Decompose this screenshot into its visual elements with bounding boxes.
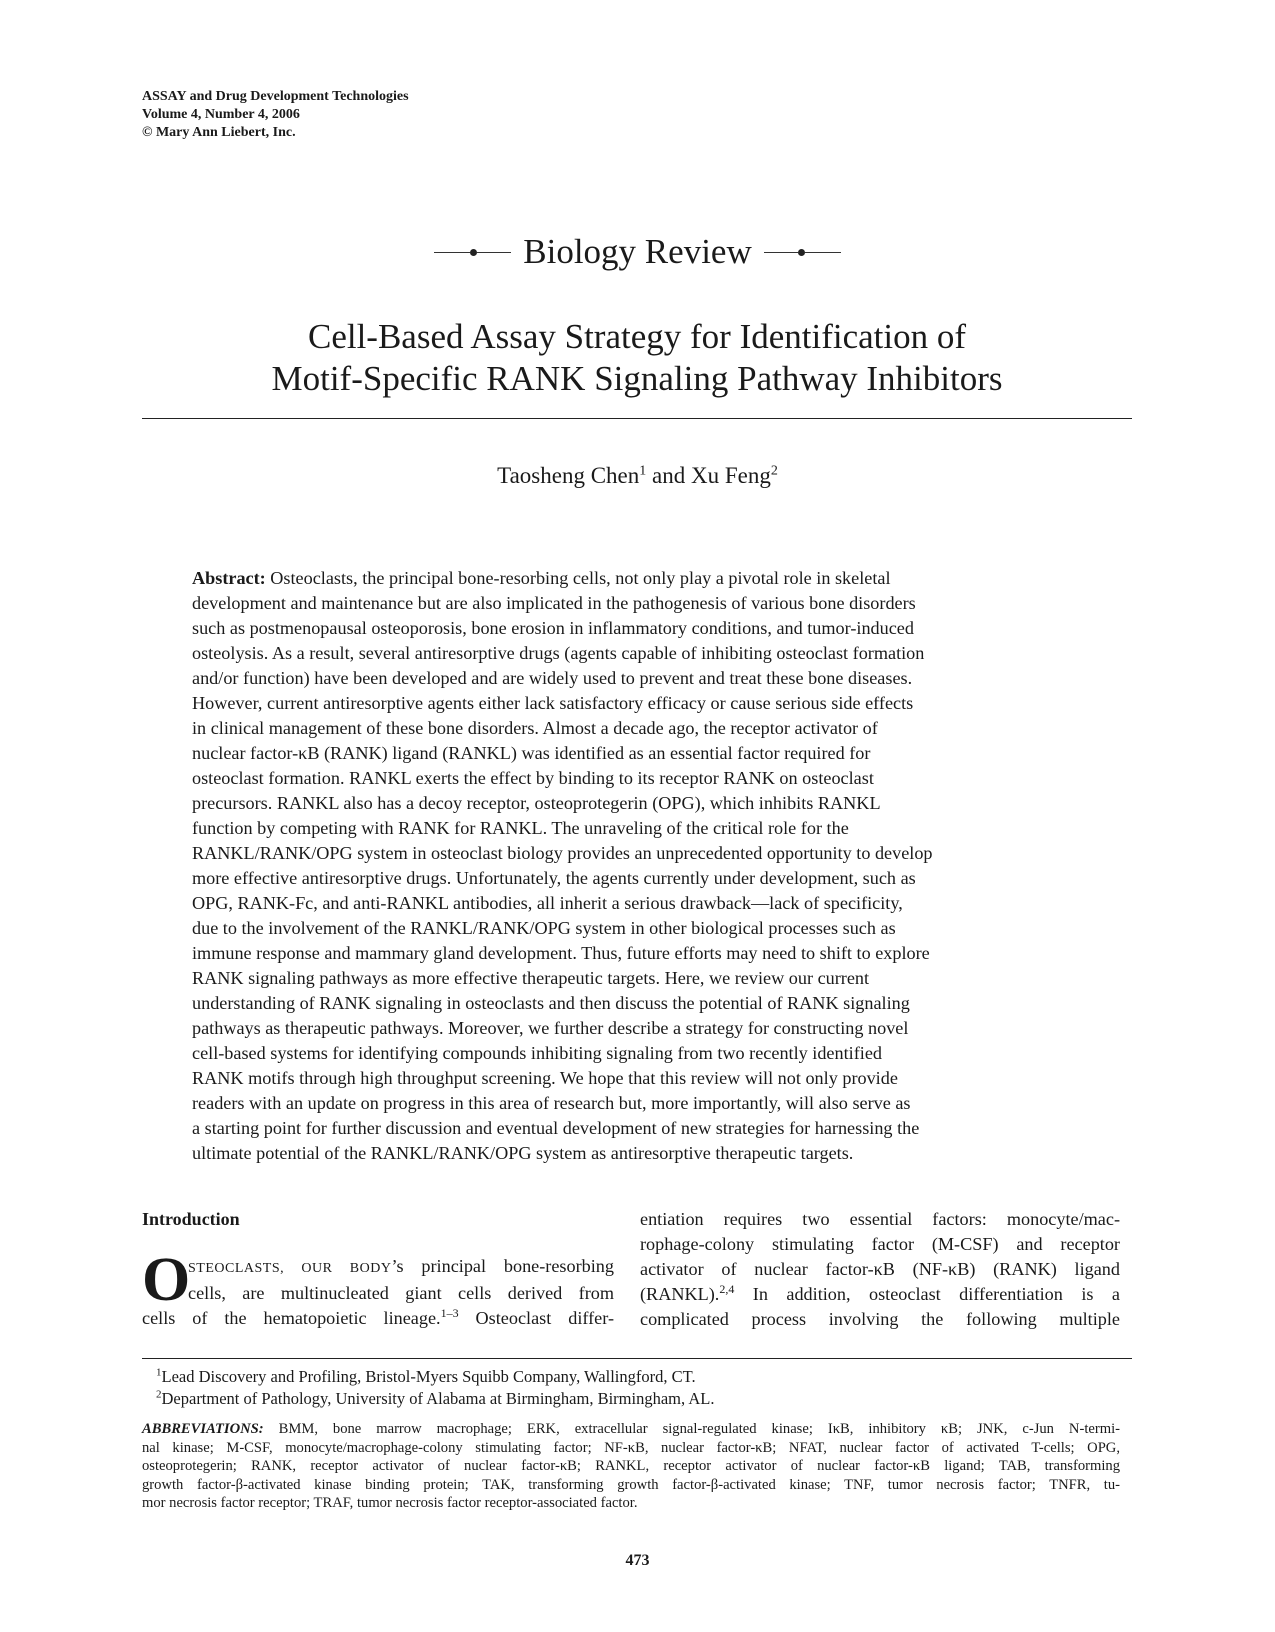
- body-line: [640, 1282, 1120, 1307]
- abstract: [192, 566, 1082, 1166]
- title-line: Motif-Specific RANK Signaling Pathway Inhibitors: [271, 359, 1003, 398]
- abstract-line: Osteoclasts, the principal bone-resorbing cells, not only play a pivotal role in skeletal: [265, 568, 891, 588]
- affiliation-item: [156, 1388, 714, 1410]
- abstract-line: and/or function) have been developed and are widely used to prevent and treat these bone diseases.: [192, 668, 913, 688]
- abbreviations: [142, 1420, 1120, 1513]
- body-line: [142, 1254, 614, 1281]
- abstract-line: However, current antiresorptive agents either lack satisfactory efficacy or cause serious side effects: [192, 693, 914, 713]
- abstract-line: nuclear factor-κB (RANK) ligand (RANKL) was identified as an essential factor required for: [192, 743, 871, 763]
- body-line: cells, are multinucleated giant cells derived from: [188, 1283, 614, 1303]
- author-affiliation-mark: 2: [770, 463, 778, 479]
- article-title: [142, 316, 1132, 400]
- title-divider: [142, 418, 1132, 419]
- title-line: Cell-Based Assay Strategy for Identification of: [307, 317, 967, 356]
- body-column-right: [640, 1207, 1120, 1332]
- affiliation-text: Lead Discovery and Profiling, Bristol-Myers Squibb Company, Wallingford, CT.: [161, 1367, 696, 1386]
- small-caps-lead: STEOCLASTS, OUR BODY: [188, 1261, 392, 1276]
- abstract-line: in clinical management of these bone disorders. Almost a decade ago, the receptor activator of: [192, 718, 878, 738]
- author-name: Xu Feng: [690, 463, 771, 488]
- abstract-line: osteoclast formation. RANKL exerts the effect by binding to its receptor RANK on osteoclast: [192, 768, 874, 788]
- body-text: Osteoclast differ-: [458, 1308, 615, 1328]
- abbrev-line: [142, 1420, 1120, 1439]
- body-text: ’s principal bone-resorbing: [391, 1256, 614, 1276]
- abbrev-line: nal kinase; M-CSF, monocyte/macrophage-colony stimulating factor; NF-κB, nuclear factor-κB; NFAT, nuclear factor of activated T-cells; OPG,: [142, 1439, 1120, 1456]
- body-line: complicated process involving the following multiple: [640, 1309, 1120, 1329]
- page-number: 473: [625, 1552, 650, 1569]
- abstract-line: development and maintenance but are also implicated in the pathogenesis of various bone disorders: [192, 593, 916, 613]
- affiliation-mark: 1: [156, 1366, 162, 1379]
- right-ornament: [764, 249, 841, 256]
- section-banner: [0, 232, 1275, 272]
- body-text: (RANKL).: [640, 1284, 720, 1304]
- abstract-line: osteolysis. As a result, several antiresorptive drugs (agents capable of inhibiting osteoclast formation: [192, 643, 925, 663]
- body-line: activator of nuclear factor-κB (NF-κB) (RANK) ligand: [640, 1259, 1120, 1279]
- body-line: [142, 1306, 614, 1331]
- body-line: rophage-colony stimulating factor (M-CSF) and receptor: [640, 1234, 1120, 1254]
- footnote-divider: [142, 1358, 1132, 1359]
- abstract-line: ultimate potential of the RANKL/RANK/OPG system as antiresorptive therapeutic targets.: [192, 1143, 854, 1163]
- author-affiliation-mark: 1: [639, 463, 647, 479]
- author-conjunction: and: [646, 463, 691, 488]
- abstract-line: pathways as therapeutic pathways. Moreover, we further describe a strategy for constructing novel: [192, 1018, 909, 1038]
- abstract-line: a starting point for further discussion and eventual development of new strategies for harnessing the: [192, 1118, 920, 1138]
- affiliations: [156, 1366, 714, 1410]
- abstract-line: RANK motifs through high throughput screening. We hope that this review will not only provide: [192, 1068, 898, 1088]
- affiliation-text: Department of Pathology, University of Alabama at Birmingham, Birmingham, AL.: [161, 1389, 715, 1408]
- abstract-line: readers with an update on progress in this area of research but, more importantly, will also serve as: [192, 1093, 911, 1113]
- author-list: [0, 462, 1275, 490]
- body-column-left: [142, 1246, 615, 1331]
- citation-ref: 1–3: [440, 1305, 459, 1320]
- affiliation-mark: 2: [156, 1388, 162, 1401]
- abstract-line: such as postmenopausal osteoporosis, bone erosion in inflammatory conditions, and tumor-induced: [192, 618, 914, 638]
- journal-name: ASSAY and Drug Development Technologies: [142, 89, 409, 104]
- body-text: cells of the hematopoietic lineage.: [142, 1308, 441, 1328]
- drop-cap: O: [142, 1246, 191, 1314]
- abbrev-text: BMM, bone marrow macrophage; ERK, extracellular signal-regulated kinase; IκB, inhibitory κB; JNK, c-Jun N-termi-: [263, 1421, 1120, 1437]
- affiliation-item: [156, 1366, 714, 1388]
- abstract-line: OPG, RANK-Fc, and anti-RANKL antibodies, all inherit a serious drawback—lack of specificity,: [192, 893, 903, 913]
- section-label: Biology Review: [523, 232, 752, 271]
- abbrev-line: mor necrosis factor receptor; TRAF, tumor necrosis factor receptor-associated factor.: [142, 1495, 638, 1511]
- abstract-line: due to the involvement of the RANKL/RANK/OPG system in other biological processes such as: [192, 918, 896, 938]
- abbrev-line: osteoprotegerin; RANK, receptor activator of nuclear factor-κB; RANKL, receptor activator of nuclear factor-κB ligand; TAB, transforming: [142, 1458, 1120, 1474]
- abstract-line: function by competing with RANK for RANKL. The unraveling of the critical role for the: [192, 818, 849, 838]
- abbreviations-label: ABBREVIATIONS:: [142, 1421, 264, 1437]
- left-ornament: [434, 249, 511, 256]
- abstract-line: understanding of RANK signaling in osteoclasts and then discuss the potential of RANK signaling: [192, 993, 910, 1013]
- abstract-label: Abstract:: [192, 568, 266, 588]
- journal-copyright: © Mary Ann Liebert, Inc.: [142, 125, 296, 140]
- abstract-line: more effective antiresorptive drugs. Unfortunately, the agents currently under development, such as: [192, 868, 916, 888]
- section-heading-introduction: Introduction: [142, 1209, 240, 1229]
- journal-header: [142, 88, 409, 142]
- abbrev-line: growth factor-β-activated kinase binding protein; TAK, transforming growth factor-β-activated kinase; TNF, tumor necrosis factor; TNFR, tu-: [142, 1476, 1120, 1493]
- body-line: entiation requires two essential factors: monocyte/mac-: [640, 1209, 1120, 1229]
- abstract-line: cell-based systems for identifying compounds inhibiting signaling from two recently identified: [192, 1043, 882, 1063]
- abstract-line: RANKL/RANK/OPG system in osteoclast biology provides an unprecedented opportunity to develop: [192, 843, 933, 863]
- abstract-line: precursors. RANKL also has a decoy receptor, osteoprotegerin (OPG), which inhibits RANKL: [192, 793, 881, 813]
- abstract-line: immune response and mammary gland development. Thus, future efforts may need to shift to explore: [192, 943, 930, 963]
- author-name: Taosheng Chen: [497, 463, 640, 488]
- citation-ref: 2,4: [719, 1281, 735, 1296]
- journal-volume: Volume 4, Number 4, 2006: [142, 107, 300, 122]
- body-text: In addition, osteoclast differentiation is a: [734, 1284, 1120, 1304]
- abstract-line: RANK signaling pathways as more effective therapeutic targets. Here, we review our current: [192, 968, 870, 988]
